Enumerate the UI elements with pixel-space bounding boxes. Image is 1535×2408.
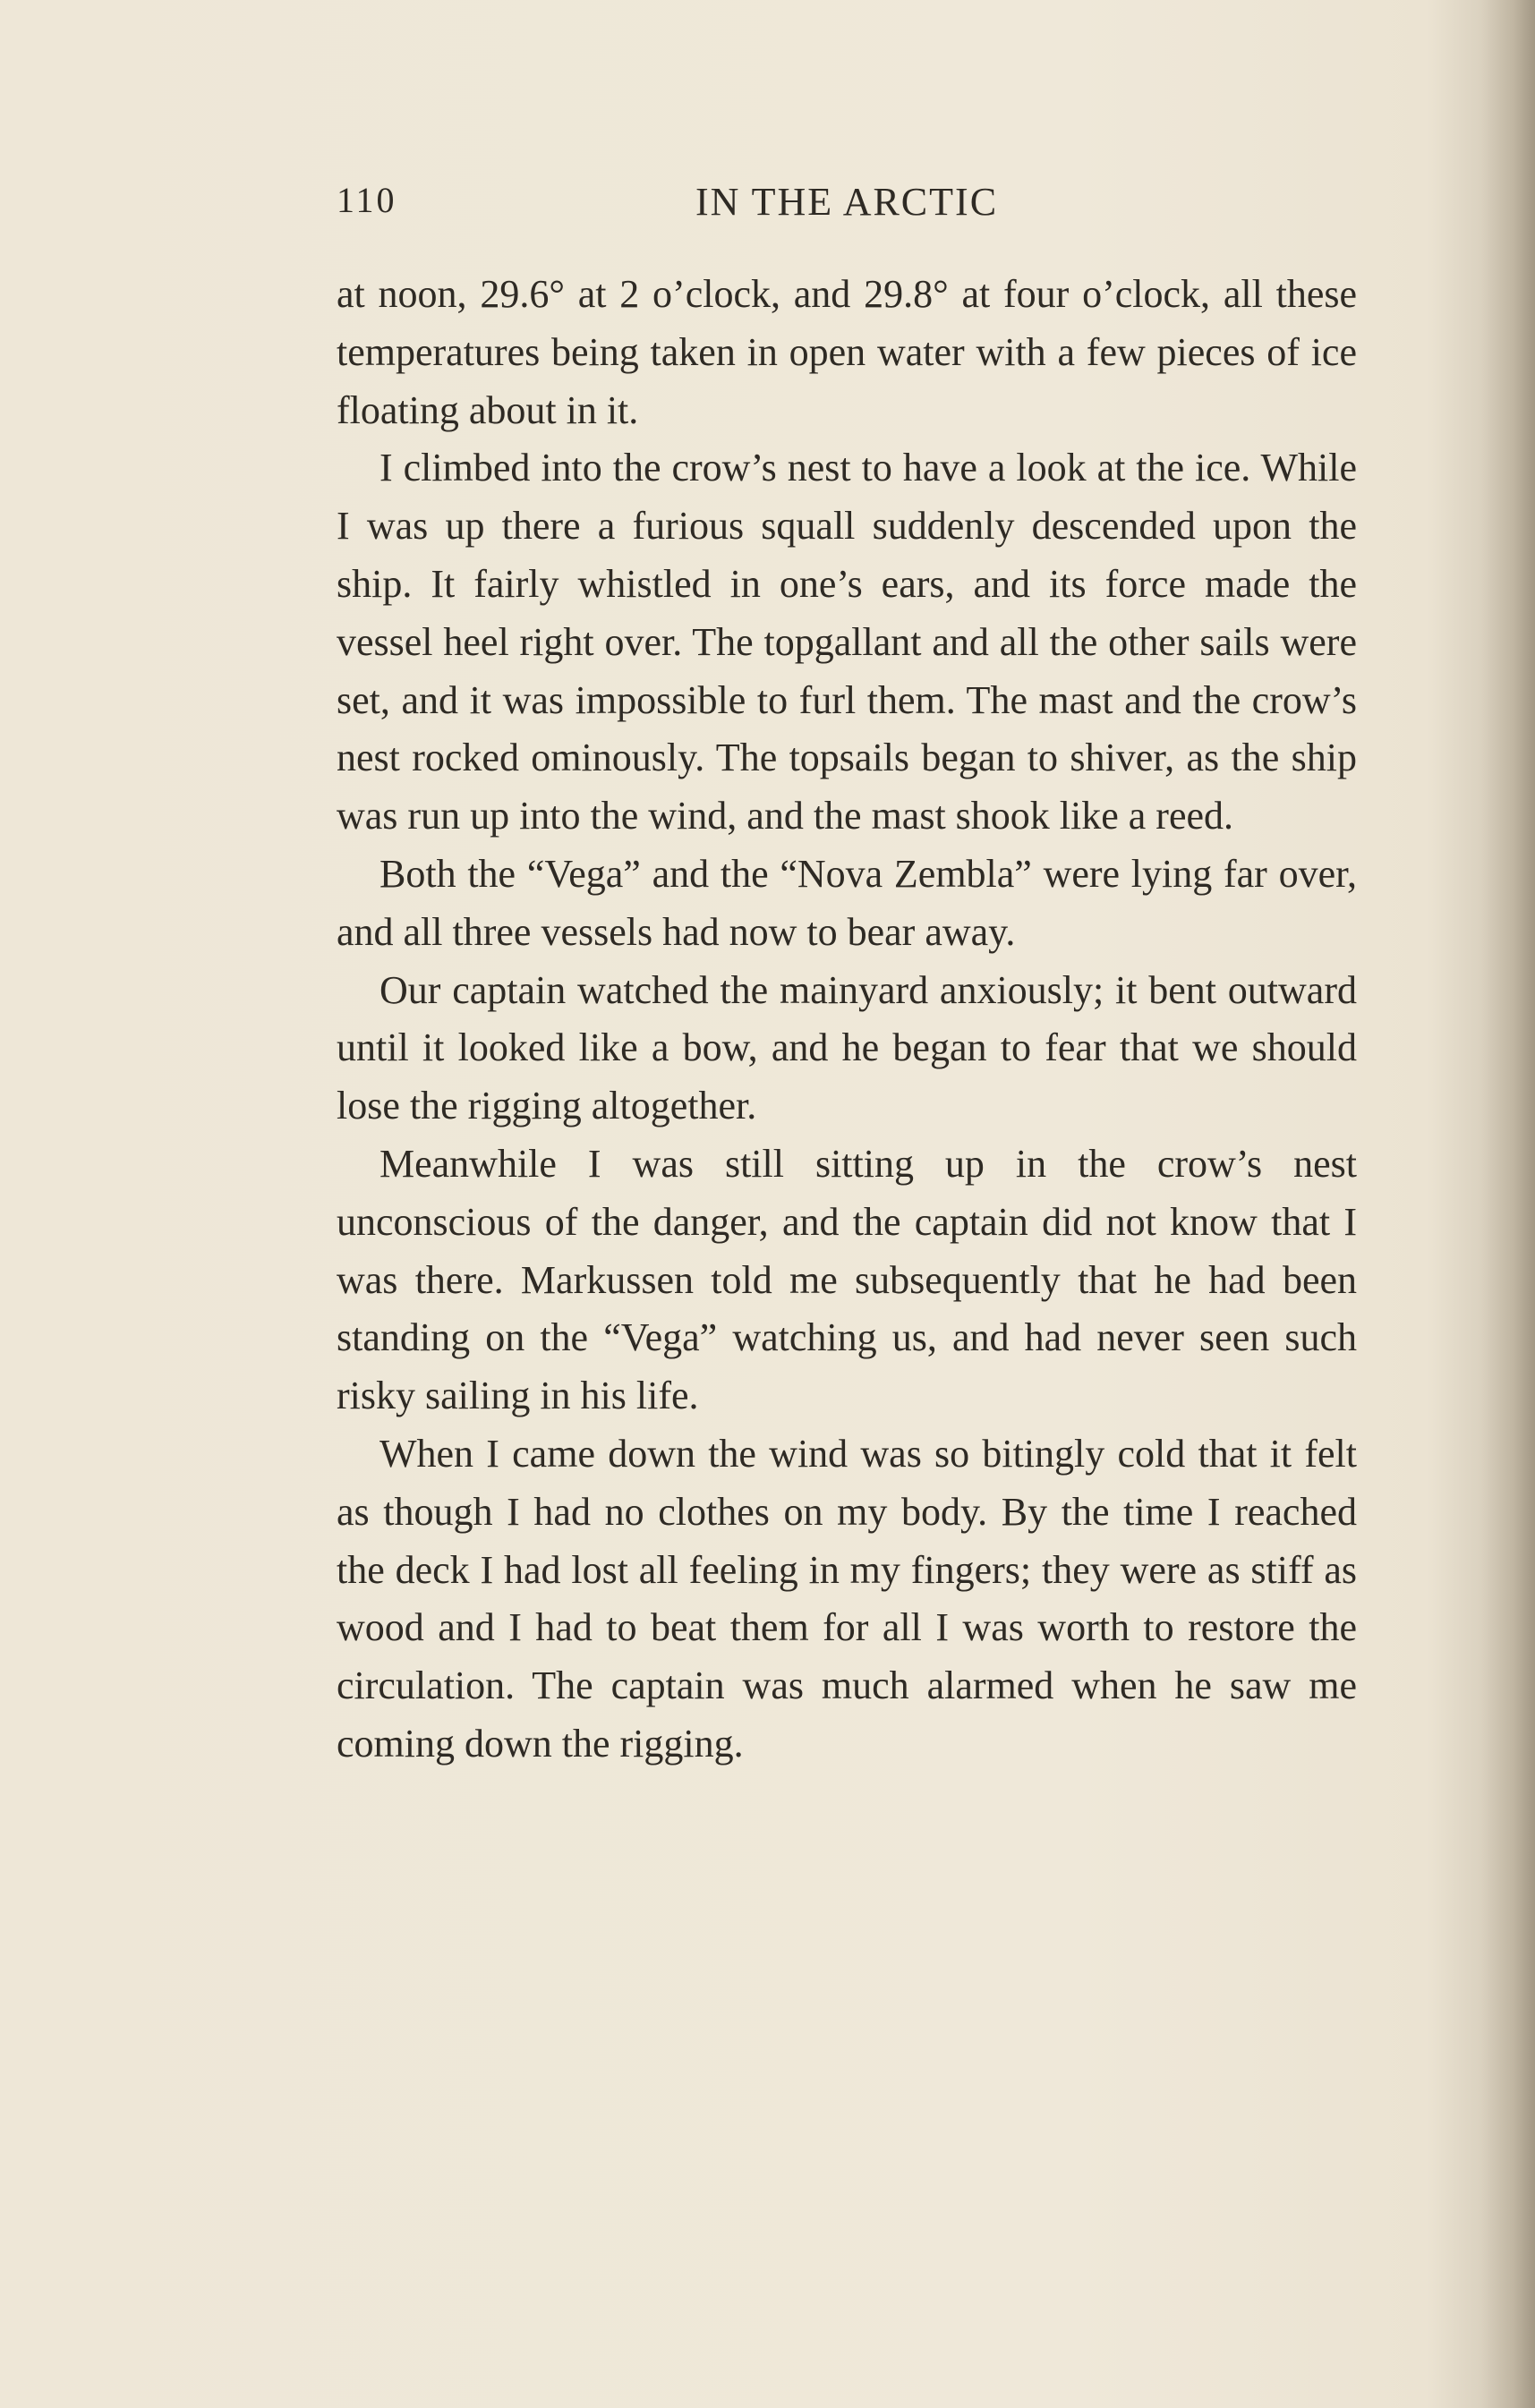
body-text: [337, 266, 1357, 1774]
paragraph: Meanwhile I was still sitting up in the crow’s nest unconscious of the danger, and the captain did not know that I was there. Markussen told me subsequently that he had been standing on the “Vega” watching us, and had never seen such risky sailing in his life.: [337, 1141, 1357, 1418]
page-header: [337, 179, 1357, 236]
running-head: IN THE ARCTIC: [695, 180, 999, 224]
paragraph: I climbed into the crow’s nest to have a look at the ice. While I was up there a furious squall suddenly descended upon the ship. It fairly whistled in one’s ears, and its force made the vessel heel right over. The topgallant and all the other sails were set, and it was impossible to furl them. The mast and the crow’s nest rocked ominously. The topsails began to shiver, as the ship was run up into the wind, and the mast shook like a reed.: [337, 446, 1357, 838]
page-edge-shadow: [1481, 0, 1535, 2408]
page-number: 110: [337, 180, 397, 220]
paragraph: Our captain watched the mainyard anxiously; it bent outward until it looked like a bow, and he began to fear that we should lose the rigging altogether.: [337, 967, 1357, 1128]
paragraph: When I came down the wind was so bitingly cold that it felt as though I had no clothes on my body. By the time I reached the deck I had lost all feeling in my fingers; they were as stiff as wood and I had to beat them for all I was worth to restore the circulation. The captain was much alarmed when he saw me coming down the rigging.: [337, 1431, 1357, 1766]
paragraph: Both the “Vega” and the “Nova Zembla” were lying far over, and all three vessels had now to bear away.: [337, 851, 1357, 954]
paragraph-continued: at noon, 29.6° at 2 o’clock, and 29.8° at four o’clock, all these temperatures being taken in open water with a few pieces of ice floating about in it.: [337, 272, 1357, 432]
